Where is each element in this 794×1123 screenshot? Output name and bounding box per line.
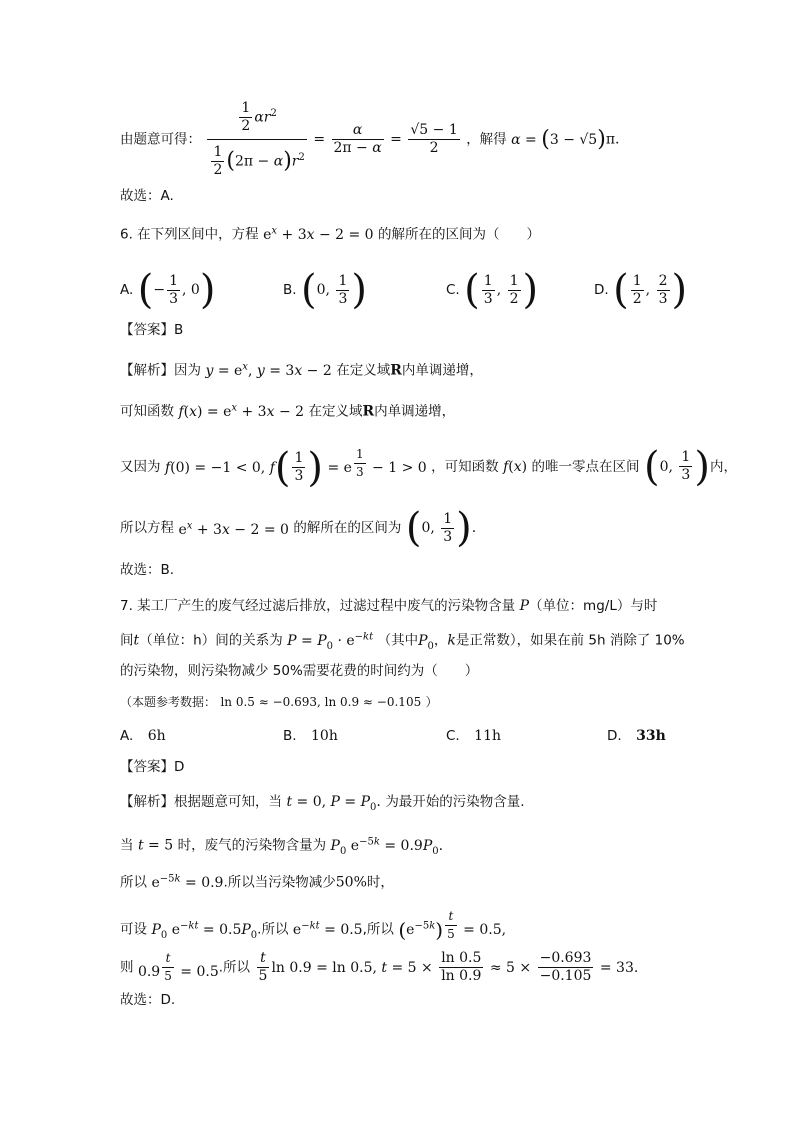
q6-answer: 【答案】B [120,322,184,338]
q6-stem: 6. 在下列区间中，方程 $e^x + 3x - 2 = 0$ 的解所在的区间为（ ） [120,225,541,243]
q6-analysis-line-1: 【解析】因为 $y = e^x$, y = 3x − 2 在定义域R内单调递增， [120,361,483,379]
q7-stem-line-2: 间t（单位：h）间的关系为 $P = P_0 \cdot e^{-kt}$ （其中$P_0$，k是正常数），如果在前 5h 消除了 10% [120,631,685,652]
q6-option-d[interactable]: D. ( $\frac{1}{2}$ , $\frac{2}{3}$ ) [594,267,688,313]
q7-reference-data: （本题参考数据： ln 0.5 ≈ −0.693, ln 0.9 ≈ −0.105 ） [120,695,438,709]
q7-analysis-line-2: 当 t = 5 时，废气的污染物含量为 $P_0$ $e^{-5k} = 0.9P_0$. [120,836,444,857]
q7-stem-line-3: 的污染物，则污染物减少 50%需要花费的时间约为（ ） [120,663,479,679]
q7-option-a[interactable]: A. 6h [120,728,166,744]
q7-analysis-line-1: 【解析】根据题意可知，当 t = 0, $P = P_0$. 为最开始的污染物含量. [120,794,525,813]
q7-analysis-line-4: 可设 $P_0$ $e^{-kt} = 0.5P_0$.所以 $e^{-kt} = 0.5$,所以 $(e^{-5k})$ $^{\frac{t}{5}}$ = 0.5, [120,909,507,942]
q5-solution-line: 由题意可得： $\frac{1}{2}$ $\alpha r^2$ $\frac{1}{2}$ $(2\pi - \alpha)r^2$ = $\frac{\alpha}{2\pi - \alpha}$ = $\frac{√5 - 1}{2}$ ，解得 α = (3 − √5)π. [120,100,620,178]
q7-analysis-line-3: 所以 $e^{-5k} = 0.9$.所以当污染物减少50%时， [120,873,394,891]
q5-conclusion: 故选：A. [120,188,174,204]
q7-option-b[interactable]: B. 10h [283,728,338,744]
q7-conclusion: 故选：D. [120,992,176,1008]
q5-prefix: 由题意可得： [120,131,201,148]
q6-analysis-line-4: 所以方程 $e^x + 3x - 2 = 0$ 的解所在的区间为 (0, $\frac{1}{3}$ ). [120,505,477,551]
q6-equation: $e^x + 3x - 2 = 0$ [263,225,374,243]
q7-option-c[interactable]: C. 11h [446,728,502,744]
q6-conclusion: 故选：B. [120,562,175,578]
q5-alpha-fraction: $\frac{\alpha}{2\pi - \alpha}$ [333,122,382,156]
q6-option-b[interactable]: B. (0, $\frac{1}{3}$ ) [283,267,367,313]
q6-analysis-line-2: 可知函数 $f(x) = e^x + 3x - 2$ 在定义域R内单调递增， [120,402,456,420]
q7-answer: 【答案】D [120,759,185,775]
q7-option-d[interactable]: D. 33h [607,728,666,744]
q7-stem-line-1: 7. 某工厂产生的废气经过滤后排放，过滤过程中废气的污染物含量 P（单位：mg/L）与时 [120,598,658,614]
q6-analysis-line-3: 又因为 f(0) = −1 < 0, f( $\frac{1}{3}$ ) = e $^{\frac{1}{3}}$ − 1 > 0 ，可知函数 f(x) 的唯一零点在区间 (0, $\frac{1}{3}$ )内， [120,443,737,491]
q5-golden-fraction: $\frac{√5 - 1}{2}$ [410,122,458,156]
q6-option-c[interactable]: C. ( $\frac{1}{3}$ , $\frac{1}{2}$ ) [446,267,539,313]
q7-analysis-line-5: 则 0.9 $^{\frac{t}{5}}$ = 0.5.所以 $\frac{t}{5}$ ln 0.9 = ln 0.5, t = 5 × $\frac{\ln 0.5}{\ln 0.9}$ ≈ 5 × $\frac{-0.693}{-0.105}$ = 33. [120,950,639,984]
q6-option-a[interactable]: A. (− $\frac{1}{3}$ , 0) [120,267,216,313]
q5-sector-ratio-fraction: $\frac{1}{2}$ $\alpha r^2$ $\frac{1}{2}$ $(2\pi - \alpha)r^2$ [207,100,306,179]
